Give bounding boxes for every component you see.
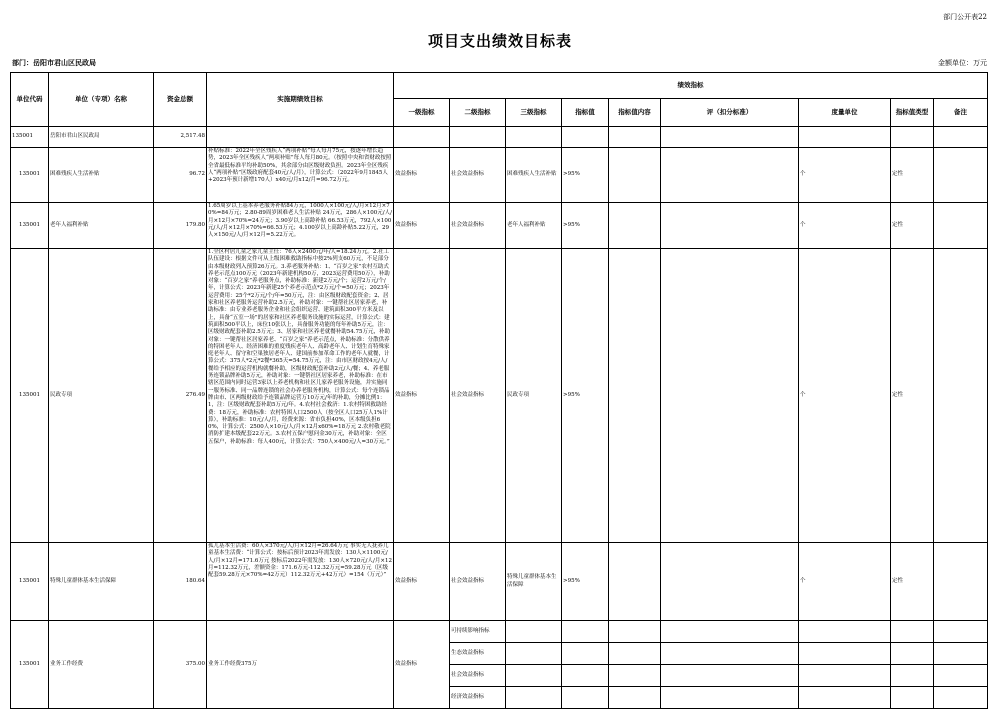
header-value-content: 指标值内容: [609, 99, 661, 127]
cell-type: 定性: [891, 148, 934, 203]
cell-level1: 效益指标: [394, 621, 450, 709]
cell-measure-unit: 个: [799, 203, 891, 249]
header-level1: 一级指标: [394, 99, 450, 127]
cell-funds: 96.72: [154, 148, 207, 203]
cell-level3: 老年人福利补贴: [506, 203, 562, 249]
header-type: 指标值类型: [891, 99, 934, 127]
cell-funds: 2,517.48: [154, 127, 207, 148]
currency-unit-label: 金额单位：万元: [938, 59, 987, 67]
cell-type: 定性: [891, 203, 934, 249]
cell-code: 135001: [11, 249, 49, 543]
cell-level1: 效益指标: [394, 543, 450, 621]
cell-funds: 179.80: [154, 203, 207, 249]
cell-level1: 效益指标: [394, 249, 450, 543]
cell-name: 业务工作经费: [49, 621, 154, 709]
cell-code: 135001: [11, 621, 49, 709]
cell-level1: 效益指标: [394, 203, 450, 249]
header-remark: 备注: [934, 99, 988, 127]
cell-goal: [207, 148, 394, 203]
cell-type: 定性: [891, 543, 934, 621]
cell-value: >95%: [562, 203, 609, 249]
cell-name: 老年人福利补贴: [49, 203, 154, 249]
cell-funds: 276.49: [154, 249, 207, 543]
performance-table: [10, 72, 988, 709]
cell-code: 135001: [11, 203, 49, 249]
cell-level2: 社会效益指标: [450, 665, 506, 687]
cell-name: 特殊儿童群体基本生活保障: [49, 543, 154, 621]
table-row: [11, 621, 988, 643]
header-indicators: 绩效指标: [394, 73, 988, 99]
cell-level2: 生态效益指标: [450, 643, 506, 665]
cell-value: >95%: [562, 148, 609, 203]
cell-name: 困难残疾人生活补贴: [49, 148, 154, 203]
table-row: [11, 249, 988, 543]
header-total-funds: 资金总额: [154, 73, 207, 127]
header-goal: 实施期绩效目标: [207, 73, 394, 127]
goal-text: 1.全区村居儿童之家儿童主任：76人×2400元/年/人=18.24万元。2.社工队伍建设：根据文件可从上级困难救助指标中按2%列支60万元，不足部分由本级财政列入预算26万元。3.养老服务补贴：1、“百岁之家”农村互助式养老示范点100万元（2023年新建机构50万，2023运营费用50万），补助对象：“百岁之家”养老服务点，补助标准：新建2万元/个；运营2万元/个/年，计算公式：2023年新建25个养老示范点*2万元/个=50万元；2023年运营费用：25个*2万元/个/年=50万元，注：由区级财政配套资金；2、居家和社区养老服务运营补助2.5万元，补助对象：一键帮社区居家养老，补助标准：由专业养老服务企业和社会组织运营、建筑面积300平方米及以上，具备“五室一场”的居家和社区养老服务设施的实际运营，计算公式：建筑面积500平以上，床位10张以上，具备服务功能的每年补助5万元，注：区级财政配套补助2.5万元；3、居家和社区养老就餐补助54.75万元，补助对象：一键帮社区居家养老、“百岁之家”养老示范点，补助标准：分散供养的特困老年人、经济困难的重度残疾老年人、高龄老年人、计划生育特殊家庭老年人、留守和空巢独居老年人、建国前参加革命工作的老年人就餐，计算公式：375人*2元*2餐*365天=54.75万元，注：由市区财政按4元/人/餐给予相应的运营机构就餐补助，区级财政配套补助2元/人/餐；4、养老服务连锁品牌补助5万元，补助对象：一键帮社区居家养老，补助标准：在市辖区范围内同时运营3家以上养老机构和社区儿家养老服务设施，并实施同一服务标准、同一品牌连锁的社会办养老服务机构，计算公式：每个连锁品牌由市、区两级财政给予连锁品牌运营万10万元/年的补助，分摊比例1：1，注：区级财政配套补助5万元/年。4.农村社会救济：1.农村特困救助经费：18万元，补助标准：农村特困人口2500人（按全区人口25万人1%计算），补助标准：10元/人/月，经费来源：省市负担40%，区本级负担60%，计算公式：2500人×10元/人/月×12月x60%=18万元 2.农村敬老院消防扩建本级配套22万元。3.农村五保户慰问金30万元，补助对象：全区五保户，补助标准：每人400元，计算公式：750人×400元/人=30万元。”: [208, 249, 391, 445]
cell-code: 135001: [11, 127, 49, 148]
cell-level2: 社会效益指标: [450, 203, 506, 249]
cell-value: >95%: [562, 249, 609, 543]
header-level3: 三级指标: [506, 99, 562, 127]
table-row: [11, 127, 988, 148]
cell-level2: 社会效益指标: [450, 148, 506, 203]
cell-funds: 375.00: [154, 621, 207, 709]
department-label: 部门：岳阳市君山区民政局: [12, 58, 96, 67]
cell-level1: 效益指标: [394, 148, 450, 203]
goal-text: 孤儿基本生活费：60人×370元/人/月×12月=26.64万元 事实无人抚养儿童基本生活费：“计算公式：按标后预计2023年需发放：130人×1100元/人/月×12月=171.6万元 按标后2022年需发放：130人×720元/人/月×12月=112.32万元，差额资金：171.6万元-112.32万元=59.28万元（区级配套59.28万元×70%=42万元）112.32万元+42万元）=154（万元）”: [208, 543, 392, 579]
cell-goal: [207, 203, 394, 249]
cell-level2: 社会效益指标: [450, 249, 506, 543]
cell-level3: 民政专项: [506, 249, 562, 543]
table-row: [11, 148, 988, 203]
cell-measure-unit: 个: [799, 249, 891, 543]
form-code: 部门公开表22: [943, 13, 987, 21]
cell-name: 民政专项: [49, 249, 154, 543]
header-unit-code: 单位代码: [11, 73, 49, 127]
table-row: [11, 203, 988, 249]
cell-level3: 困难残疾人生活补贴: [506, 148, 562, 203]
cell-goal: [207, 249, 394, 543]
cell-level2: 可持续影响指标: [450, 621, 506, 643]
header-measure-unit: 度量单位: [799, 99, 891, 127]
table-row: [11, 543, 988, 621]
cell-measure-unit: 个: [799, 543, 891, 621]
cell-level2: 社会效益指标: [450, 543, 506, 621]
cell-level3: 特殊儿童群体基本生活保障: [506, 543, 562, 621]
cell-name: 岳阳市君山区民政局: [49, 127, 154, 148]
goal-text: 1.65周岁以上基本养老服务补贴84万元，1000人×100元/人/月×12月×70%=84万元；2.80-89周岁困难老人生活补贴 24万元，286人×100元/人/月×12月×70%=24万元；3.90岁以上高龄补贴 66.53万元，792人×100元/人/月×12月×70%=66.53万元；4.100岁以上高龄补贴5.22万元，29人×150元/人/月×12月=5.22万元。: [208, 203, 392, 239]
header-unit-name: 单位（专项）名称: [49, 73, 154, 127]
cell-code: 135001: [11, 148, 49, 203]
goal-text: 补贴标准：2022年全区残疾人“两项补贴”每人每月75元，按逐年增长趋势，2023年全区残疾人“两项补贴”每人每月80元。（按照中央和省财政按照全省最低标准平均补助50%，其余部分由区级财政负担。2023年全区残疾人“两项补贴”区级政府配套40元/人/月），计算公式：（2022年9月1845人+2023年预计新增170人）x40元/月x12/月=96.72万元。: [208, 148, 392, 184]
cell-measure-unit: 个: [799, 148, 891, 203]
header-scoring: 评（扣分标准）: [661, 99, 799, 127]
cell-goal: 业务工作经费375万: [207, 621, 394, 709]
cell-value: >95%: [562, 543, 609, 621]
header-value: 指标值: [562, 99, 609, 127]
cell-level2: 经济效益指标: [450, 687, 506, 709]
cell-code: 135001: [11, 543, 49, 621]
cell-goal: [207, 543, 394, 621]
header-level2: 二级指标: [450, 99, 506, 127]
cell-type: 定性: [891, 249, 934, 543]
cell-funds: 180.64: [154, 543, 207, 621]
page-title: 项目支出绩效目标表: [427, 32, 572, 50]
